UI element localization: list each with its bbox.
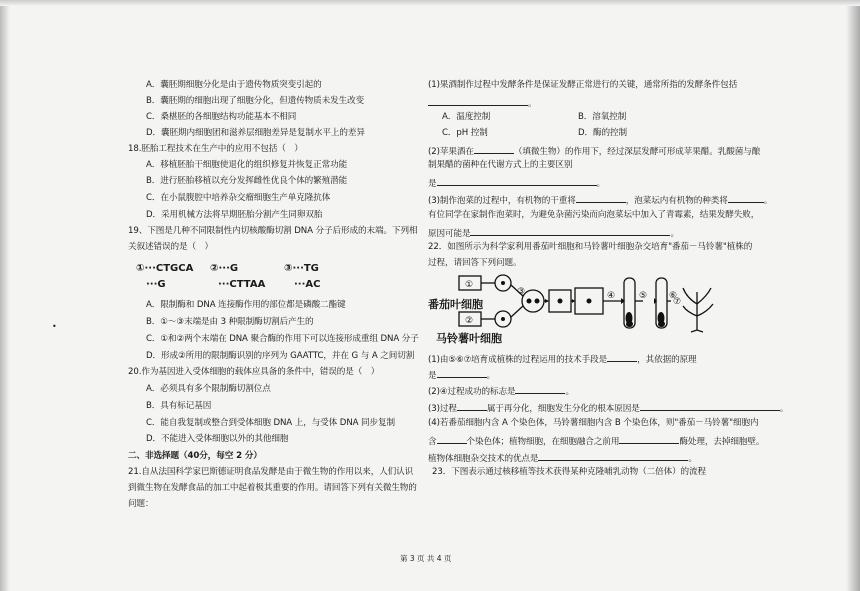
q22-4-line1: (4)若番茄细胞内含 A 个染色体，马铃薯细胞内含 B 个染色体，则"番茄－马铃薯"细胞内	[428, 418, 759, 428]
q22-stem-line2: 过程，请回答下列问题。	[428, 258, 522, 268]
q17-option-a: A．囊胚期细胞分化是由于遗传物质突变引起的	[146, 80, 322, 90]
q21-3-line2: 有位同学在家制作泡菜时，为避免杂菌污染而向泡菜坛中加入了青霉素，结果发酵失败，	[428, 210, 760, 220]
q19-option-b: B．①～③末端是由 3 种限制酶切割后产生的	[146, 317, 314, 327]
q19-option-d: D．形成②所用的限制酶识别的序列为 GAATTC，并在 G 与 A 之间切割	[146, 351, 415, 361]
q20-option-a: A．必须具有多个限制酶切割位点	[146, 384, 271, 394]
scan-edge-top	[0, 0, 860, 6]
q21-1-option-d: D．酶的控制	[578, 128, 627, 138]
step-2-number: ②	[465, 316, 474, 326]
q23-stem: 23．下图表示通过核移植等技术获得某种克隆哺乳动物（二倍体）的流程	[432, 467, 707, 477]
step-5-number: ⑤	[639, 291, 648, 301]
section-heading: 二、非选择题（40分，每空 2 分）	[128, 451, 262, 461]
q21-3-line3: 原因可能是 。	[428, 226, 679, 240]
q21-2-line3: 是 。	[428, 176, 605, 190]
q19-option-a: A．限制酶和 DNA 连接酶作用的部位都是磷酸二酯键	[146, 300, 346, 310]
q22-2: (2)④过程成功的标志是 。	[428, 384, 574, 398]
q21-3-line1: (3)制作泡菜的过程中，有机物的干重将 ，泡菜坛内有机物的种类将 。	[428, 193, 772, 207]
scan-edge-left	[0, 0, 10, 591]
q22-1-line2: 是 。	[428, 368, 495, 382]
q18-option-a: A．移植胚胎干细胞使退化的组织修复并恢复正常功能	[146, 160, 348, 170]
q21-stem-line3: 问题：	[128, 499, 154, 509]
q20-option-c: C．能自我复制或整合到受体细胞 DNA 上，与受体 DNA 同步复制	[146, 418, 396, 428]
q22-1-line1: (1)由⑤⑥⑦培育成植株的过程运用的技术手段是 ，其依据的原理	[428, 352, 697, 366]
q18-option-d: D．采用机械方法将早期胚胎分割产生同卵双胎	[146, 210, 323, 220]
q21-1-line1: (1)果酒制作过程中发酵条件是保证发酵正常进行的关键，通常所指的发酵条件包括	[428, 80, 738, 90]
dna-end-1-bottom: ···G	[146, 279, 166, 290]
fused-protoplast	[522, 290, 544, 312]
step-3-number: ③	[517, 287, 526, 297]
q19-stem-line2: 关叙述错误的是（ ）	[128, 242, 213, 252]
dna-end-1-top: ①···CTGCA	[136, 263, 194, 274]
q20-option-d: D．不能进入受体细胞以外的其他细胞	[146, 434, 289, 444]
q21-stem-line2: 到微生物在发酵食品的加工中起着极其重要的作用。请回答下列有关微生物的	[128, 483, 417, 493]
potato-cell-label: 马铃薯叶细胞	[436, 332, 502, 345]
q17-option-b: B．囊胚期的细胞出现了细胞分化，但遗传物质未发生改变	[146, 96, 365, 106]
step-4-number: ④	[607, 291, 616, 301]
q19-stem-line1: 19、下图是几种不同限制性内切核酸酶切割 DNA 分子后形成的末端。下列相	[128, 226, 418, 236]
q21-1-option-c: C．pH 控制	[442, 128, 488, 138]
q18-option-b: B．进行胚胎移植以充分发挥雌性优良个体的繁殖潜能	[146, 176, 348, 186]
q22-4-line2: 含 个染色体；植物细胞，在细胞融合之前用 酶处理，去掉细胞壁。	[428, 434, 764, 448]
q20-stem: 20.作为基因进入受体细胞的载体应具备的条件中，错误的是（ ）	[128, 367, 380, 377]
dna-end-3-top: ③···TG	[284, 263, 319, 274]
dna-end-3-bottom: ···AC	[294, 279, 321, 290]
q22-4-line3: 植物体细胞杂交技术的优点是 。	[428, 451, 697, 465]
q18-stem: 18.胚胎工程技术在生产中的应用不包括（ ）	[128, 144, 303, 154]
tomato-cell-label: 番茄叶细胞	[428, 298, 483, 311]
step-6-number: ⑥	[669, 291, 678, 301]
q21-2-line1: (2)苹果酒在 （填微生物）的作用下，经过深层发酵可形成苹果醋。乳酸菌与酿	[428, 144, 760, 158]
q22-stem-line1: 22．如图所示为科学家利用番茄叶细胞和马铃薯叶细胞杂交培育"番茄－马铃薯"植株的	[428, 242, 753, 252]
page-footer: 第 3 页 共 4 页	[400, 554, 452, 563]
dna-end-2-top: ②···G	[210, 263, 239, 274]
q21-stem-line1: 21.自从法国科学家巴斯德证明食品发酵是由于微生物的作用以来，人们认识	[128, 467, 414, 477]
step-1-number: ①	[465, 280, 474, 290]
q21-1-option-b: B．溶氧控制	[578, 112, 627, 122]
q21-2-line2: 制果醋的菌种在代谢方式上的主要区别	[428, 160, 573, 170]
q22-3: (3)过程 属于再分化，细胞发生分化的根本原因是 。	[428, 401, 788, 415]
step-7-number: ⑦	[673, 297, 682, 307]
q17-option-d: D．囊胚期内细胞团和滋养层细胞差异是复制水平上的差异	[146, 128, 365, 138]
dna-end-2-bottom: ···CTTAA	[218, 279, 266, 290]
scan-edge-right	[846, 0, 860, 591]
q21-1-line2: 。	[428, 96, 537, 110]
margin-mark: •	[52, 322, 57, 331]
plant-drawing	[683, 288, 713, 332]
q17-option-c: C．桑椹胚的各细胞结构功能基本不相同	[146, 112, 297, 122]
q18-option-c: C．在小鼠腹腔中培养杂交瘤细胞生产单克隆抗体	[146, 193, 331, 203]
q20-option-b: B．具有标记基因	[146, 401, 212, 411]
q21-1-option-a: A．温度控制	[442, 112, 491, 122]
q19-option-c: C．①和②两个末端在 DNA 聚合酶的作用下可以连接形成重组 DNA 分子	[146, 334, 419, 344]
